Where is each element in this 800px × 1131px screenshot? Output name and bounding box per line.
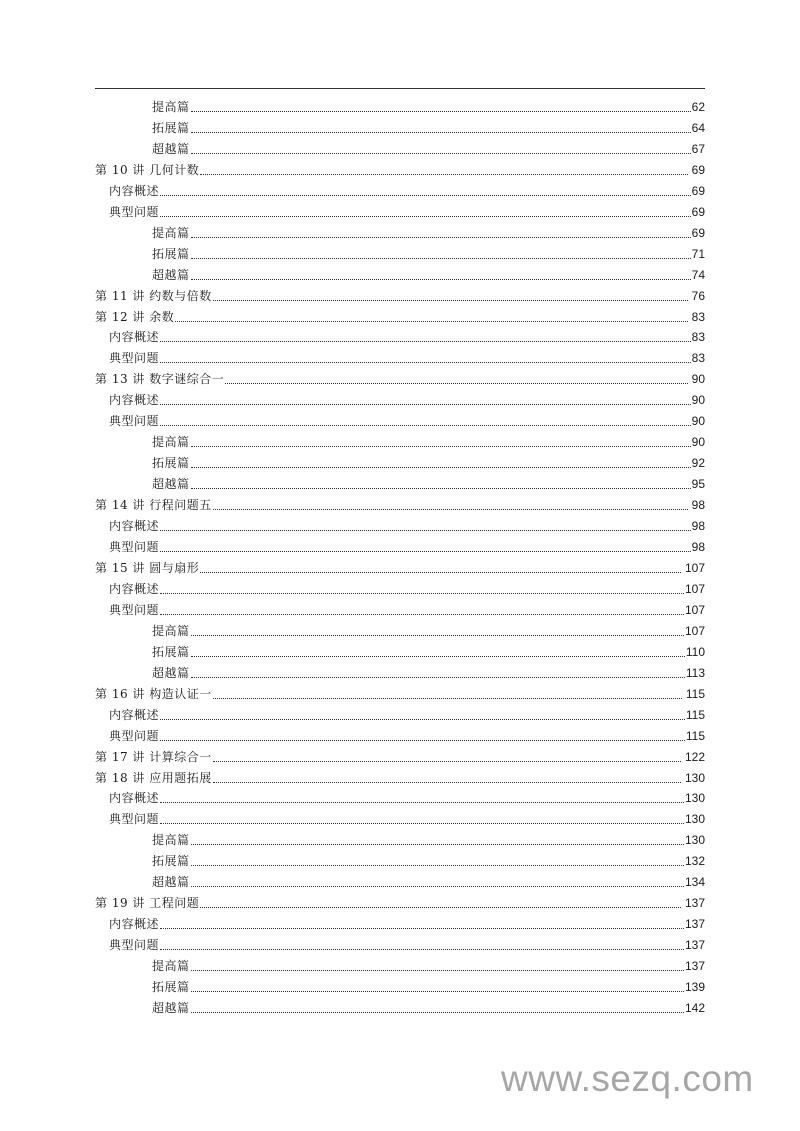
toc-section-entry[interactable] (95, 390, 705, 411)
toc-entry-title: 典型问题 (109, 351, 160, 366)
dot-leader (213, 747, 681, 768)
toc-chapter-entry[interactable] (95, 307, 705, 328)
toc-section-entry[interactable] (95, 726, 705, 747)
dot-leader (191, 663, 685, 684)
dot-leader (191, 998, 684, 1019)
toc-entry-title: 典型问题 (109, 602, 160, 617)
toc-page-number: 74 (691, 267, 705, 282)
toc-page-number: 71 (691, 246, 705, 261)
toc-section-entry[interactable] (95, 935, 705, 956)
dot-leader (191, 851, 684, 872)
dot-leader (160, 537, 691, 558)
toc-page-number: 67 (691, 141, 705, 156)
dot-leader (191, 830, 684, 851)
toc-page-number: 98 (691, 540, 705, 555)
dot-leader (160, 348, 691, 369)
toc-page-number: 130 (684, 791, 705, 806)
toc-page-number: 107 (684, 602, 705, 617)
toc-page-number: 98 (691, 519, 705, 534)
dot-leader (160, 914, 684, 935)
dot-leader (160, 579, 684, 600)
toc-subsection-entry[interactable] (95, 432, 705, 453)
toc-page-number: 83 (691, 309, 705, 324)
toc-entry-title: 第 15 讲 圆与扇形 (95, 560, 200, 575)
toc-section-entry[interactable] (95, 537, 705, 558)
toc-page-number: 139 (684, 980, 705, 995)
toc-page-number: 69 (691, 162, 705, 177)
toc-page-number: 64 (691, 120, 705, 135)
dot-leader (160, 516, 691, 537)
toc-page-number: 107 (684, 581, 705, 596)
toc-section-entry[interactable] (95, 348, 705, 369)
dot-leader (160, 935, 684, 956)
toc-chapter-entry[interactable] (95, 369, 705, 390)
toc-subsection-entry[interactable] (95, 830, 705, 851)
toc-subsection-entry[interactable] (95, 139, 705, 160)
dot-leader (191, 474, 691, 495)
dot-leader (191, 118, 691, 139)
dot-leader (191, 432, 691, 453)
toc-entry-title: 超越篇 (152, 665, 190, 680)
toc-page-number: 142 (684, 1000, 705, 1015)
toc-chapter-entry[interactable] (95, 747, 705, 768)
toc-subsection-entry[interactable] (95, 872, 705, 893)
dot-leader (191, 453, 691, 474)
toc-page-number: 83 (691, 351, 705, 366)
toc-section-entry[interactable] (95, 202, 705, 223)
toc-subsection-entry[interactable] (95, 97, 705, 118)
toc-section-entry[interactable] (95, 327, 705, 348)
toc-entry-title: 典型问题 (109, 204, 160, 219)
toc-entry-title: 典型问题 (109, 812, 160, 827)
toc-entry-title: 超越篇 (152, 477, 190, 492)
toc-entry-title: 典型问题 (109, 540, 160, 555)
dot-leader (160, 327, 691, 348)
toc-subsection-entry[interactable] (95, 621, 705, 642)
toc-entry-title: 提高篇 (152, 959, 190, 974)
toc-page-number: 90 (691, 372, 705, 387)
toc-entry-title: 典型问题 (109, 414, 160, 429)
toc-subsection-entry[interactable] (95, 474, 705, 495)
toc-entry-title: 拓展篇 (152, 980, 190, 995)
toc-page-number: 130 (684, 833, 705, 848)
toc-section-entry[interactable] (95, 516, 705, 537)
toc-subsection-entry[interactable] (95, 118, 705, 139)
toc-page-number: 90 (691, 435, 705, 450)
toc-entry-title: 第 19 讲 工程问题 (95, 896, 200, 911)
toc-subsection-entry[interactable] (95, 851, 705, 872)
dot-leader (213, 684, 682, 705)
toc-page-number: 115 (685, 728, 705, 743)
dot-leader (160, 411, 691, 432)
toc-subsection-entry[interactable] (95, 977, 705, 998)
toc-entry-title: 典型问题 (109, 938, 160, 953)
table-of-contents (95, 97, 705, 1019)
toc-section-entry[interactable] (95, 600, 705, 621)
toc-entry-title: 拓展篇 (152, 644, 190, 659)
dot-leader (191, 642, 685, 663)
dot-leader (191, 223, 691, 244)
toc-chapter-entry[interactable] (95, 495, 705, 516)
dot-leader (160, 726, 685, 747)
toc-entry-title: 超越篇 (152, 1000, 190, 1015)
toc-page-number: 69 (691, 204, 705, 219)
toc-page-number: 107 (684, 623, 705, 638)
toc-entry-title: 第 17 讲 计算综合一 (95, 749, 212, 764)
toc-entry-title: 内容概述 (109, 393, 160, 408)
dot-leader (160, 390, 691, 411)
dot-leader (191, 97, 691, 118)
toc-entry-title: 第 11 讲 约数与倍数 (95, 288, 212, 303)
toc-page-number: 76 (691, 288, 705, 303)
toc-entry-title: 提高篇 (152, 623, 190, 638)
toc-page-number: 69 (691, 183, 705, 198)
toc-entry-title: 拓展篇 (152, 854, 190, 869)
toc-chapter-entry[interactable] (95, 286, 705, 307)
toc-page-number: 107 (684, 560, 705, 575)
toc-subsection-entry[interactable] (95, 642, 705, 663)
toc-page-number: 122 (684, 749, 705, 764)
dot-leader (160, 809, 684, 830)
toc-page-number: 83 (691, 330, 705, 345)
toc-page-number: 137 (684, 896, 705, 911)
dot-leader (213, 495, 688, 516)
toc-section-entry[interactable] (95, 181, 705, 202)
toc-page-number: 113 (685, 665, 705, 680)
toc-chapter-entry[interactable] (95, 893, 705, 914)
dot-leader (191, 872, 684, 893)
toc-chapter-entry[interactable] (95, 768, 705, 789)
toc-entry-title: 超越篇 (152, 875, 190, 890)
dot-leader (160, 202, 691, 223)
toc-section-entry[interactable] (95, 705, 705, 726)
dot-leader (191, 977, 684, 998)
toc-entry-title: 提高篇 (152, 100, 190, 114)
toc-section-entry[interactable] (95, 579, 705, 600)
toc-entry-title: 第 10 讲 几何计数 (95, 162, 200, 177)
toc-chapter-entry[interactable] (95, 558, 705, 579)
toc-page-number: 69 (691, 225, 705, 240)
toc-entry-title: 拓展篇 (152, 246, 190, 261)
toc-chapter-entry[interactable] (95, 160, 705, 181)
dot-leader (175, 307, 687, 328)
toc-section-entry[interactable] (95, 788, 705, 809)
toc-subsection-entry[interactable] (95, 244, 705, 265)
toc-page-number: 132 (684, 854, 705, 869)
toc-subsection-entry[interactable] (95, 265, 705, 286)
toc-entry-title: 拓展篇 (152, 120, 190, 135)
toc-section-entry[interactable] (95, 411, 705, 432)
dot-leader (160, 600, 684, 621)
toc-subsection-entry[interactable] (95, 998, 705, 1019)
dot-leader (191, 956, 684, 977)
toc-entry-title: 第 12 讲 余数 (95, 309, 175, 324)
toc-page-number: 130 (684, 812, 705, 827)
toc-page-number: 92 (691, 456, 705, 471)
toc-entry-title: 内容概述 (109, 183, 160, 198)
dot-leader (160, 705, 685, 726)
toc-page-number: 98 (691, 498, 705, 513)
dot-leader (213, 768, 681, 789)
toc-entry-title: 第 18 讲 应用题拓展 (95, 770, 212, 785)
toc-entry-title: 提高篇 (152, 833, 190, 848)
toc-entry-title: 第 14 讲 行程问题五 (95, 498, 212, 513)
toc-entry-title: 超越篇 (152, 141, 190, 156)
toc-chapter-entry[interactable] (95, 684, 705, 705)
toc-section-entry[interactable] (95, 914, 705, 935)
toc-page-number: 137 (684, 938, 705, 953)
toc-subsection-entry[interactable] (95, 223, 705, 244)
toc-entry-title: 超越篇 (152, 267, 190, 282)
toc-page-number: 90 (691, 414, 705, 429)
toc-entry-title: 提高篇 (152, 435, 190, 450)
toc-page-number: 115 (685, 686, 705, 701)
toc-entry-title: 提高篇 (152, 225, 190, 240)
toc-subsection-entry[interactable] (95, 956, 705, 977)
toc-page-number: 115 (685, 707, 705, 722)
dot-leader (200, 893, 681, 914)
dot-leader (160, 181, 691, 202)
toc-entry-title: 内容概述 (109, 519, 160, 534)
toc-section-entry[interactable] (95, 809, 705, 830)
toc-page-number: 110 (685, 644, 705, 659)
toc-subsection-entry[interactable] (95, 453, 705, 474)
toc-entry-title: 内容概述 (109, 707, 160, 722)
toc-entry-title: 内容概述 (109, 581, 160, 596)
dot-leader (191, 139, 691, 160)
toc-entry-title: 拓展篇 (152, 456, 190, 471)
toc-page-number: 134 (684, 875, 705, 890)
toc-page-number: 90 (691, 393, 705, 408)
dot-leader (200, 160, 687, 181)
dot-leader (191, 621, 684, 642)
toc-page-number: 130 (684, 770, 705, 785)
dot-leader (213, 286, 688, 307)
toc-subsection-entry[interactable] (95, 663, 705, 684)
toc-page-number: 137 (684, 959, 705, 974)
toc-page-number: 95 (691, 477, 705, 492)
toc-entry-title: 内容概述 (109, 917, 160, 932)
toc-entry-title: 内容概述 (109, 330, 160, 345)
toc-entry-title: 第 16 讲 构造认证一 (95, 686, 212, 701)
toc-page-number: 137 (684, 917, 705, 932)
watermark: www.sezq.com (501, 1058, 754, 1099)
toc-page-number: 62 (691, 100, 705, 114)
toc-entry-title: 内容概述 (109, 791, 160, 806)
dot-leader (160, 788, 684, 809)
dot-leader (200, 558, 681, 579)
dot-leader (191, 265, 691, 286)
toc-entry-title: 典型问题 (109, 728, 160, 743)
dot-leader (225, 369, 687, 390)
dot-leader (191, 244, 691, 265)
header-rule (95, 88, 705, 89)
toc-entry-title: 第 13 讲 数字谜综合一 (95, 372, 225, 387)
